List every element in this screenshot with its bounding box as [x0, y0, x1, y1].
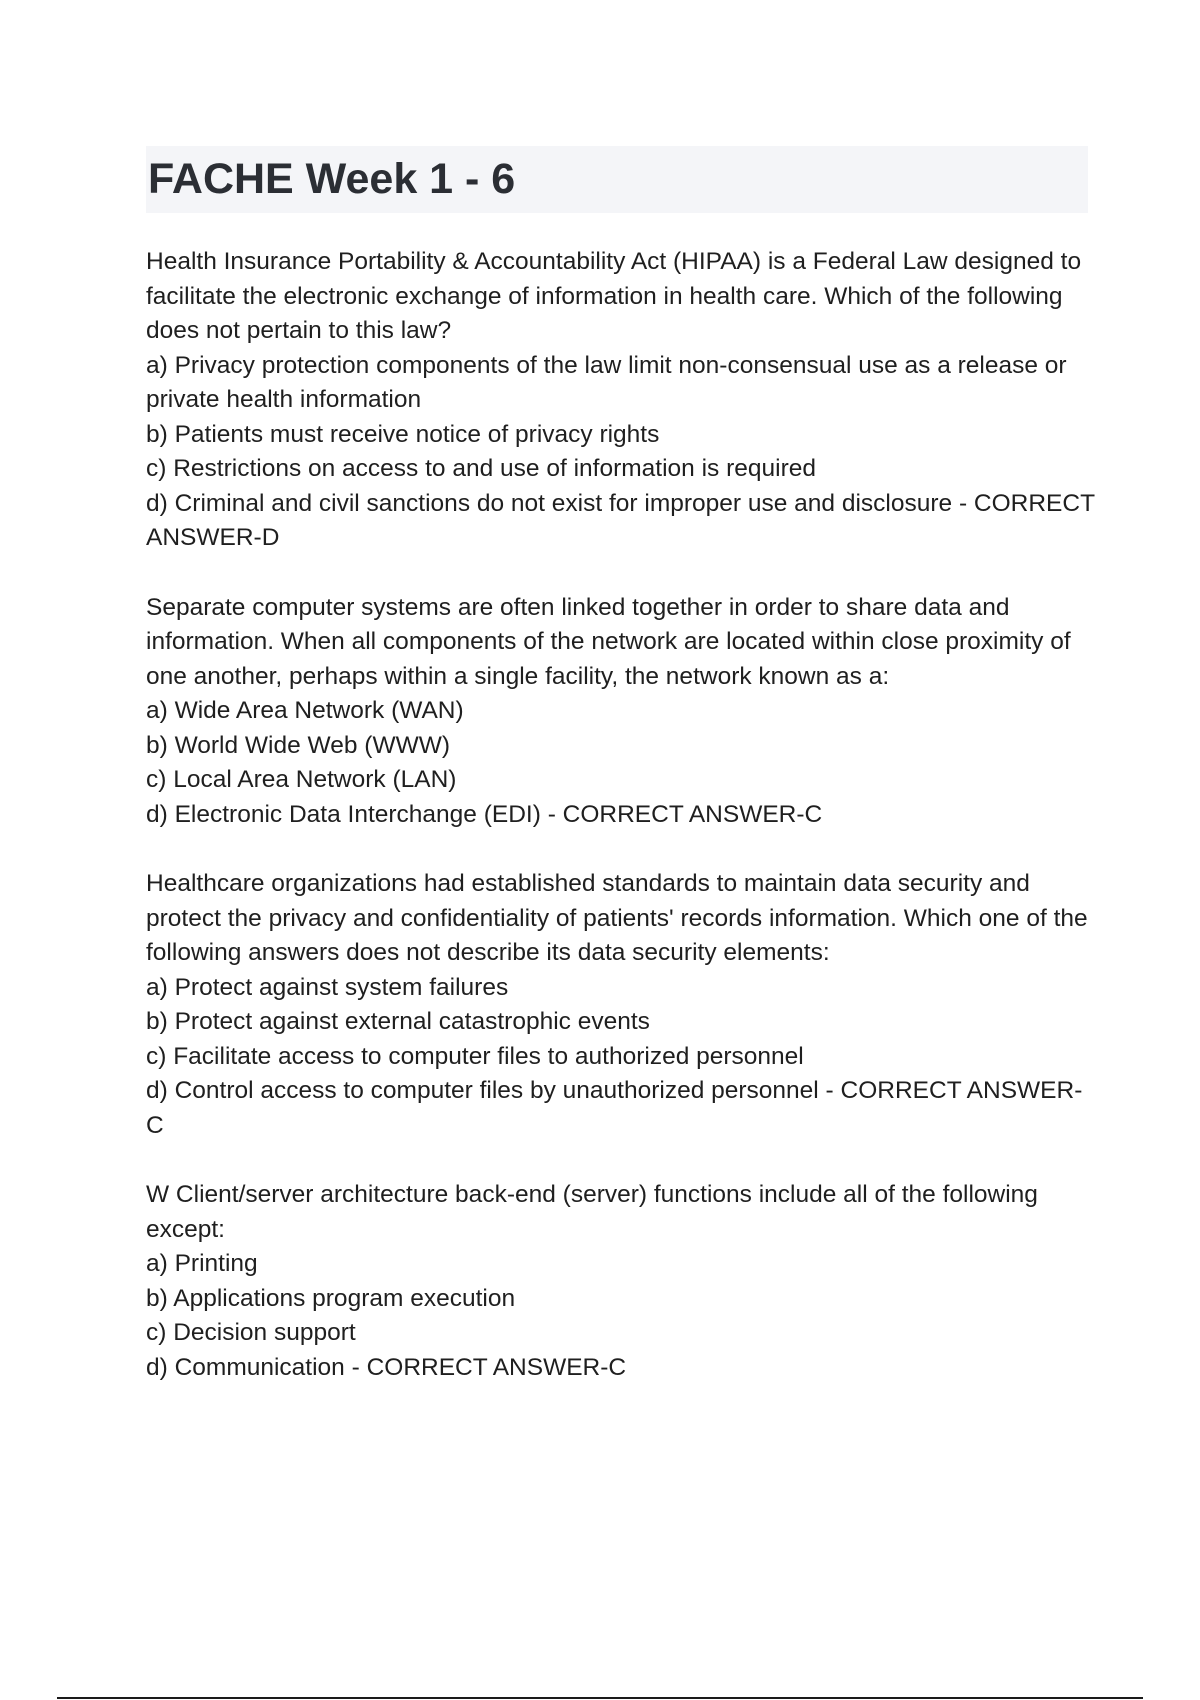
question-stem: W Client/server architecture back-end (server) functions include all of the following except:	[146, 1181, 1038, 1243]
answer-option-b: b) Patients must receive notice of privacy rights	[146, 420, 660, 448]
question-block-4	[146, 1178, 1096, 1385]
question-block-3	[146, 867, 1096, 1143]
answer-option-d: d) Criminal and civil sanctions do not exist for improper use and disclosure - CORRECT ANSWER-D	[146, 489, 1095, 551]
answer-option-b: b) World Wide Web (WWW)	[146, 731, 450, 759]
page-title: FACHE Week 1 - 6	[146, 146, 1088, 213]
answer-option-b: b) Protect against external catastrophic events	[146, 1008, 650, 1035]
answer-option-a: a) Wide Area Network (WAN)	[146, 697, 464, 724]
answer-option-c: c) Facilitate access to computer files to authorized personnel	[146, 1042, 804, 1070]
answer-option-c: c) Restrictions on access to and use of information is required	[146, 455, 816, 482]
question-stem: Health Insurance Portability & Accountability Act (HIPAA) is a Federal Law designed to facilitate the electronic exchange of information in health care. Which of the following does not pertain to this law?	[146, 248, 1082, 344]
question-block-2	[146, 591, 1096, 833]
answer-option-a: a) Printing	[146, 1250, 258, 1277]
answer-option-c: c) Local Area Network (LAN)	[146, 766, 457, 793]
answer-option-d: d) Communication - CORRECT ANSWER-C	[146, 1353, 627, 1381]
footer-divider	[57, 1697, 1143, 1699]
answer-option-d: d) Electronic Data Interchange (EDI) - CORRECT ANSWER-C	[146, 800, 823, 828]
answer-option-b: b) Applications program execution	[146, 1284, 516, 1312]
answer-option-c: c) Decision support	[146, 1319, 356, 1346]
question-stem: Separate computer systems are often linked together in order to share data and information. When all components of the network are located within close proximity of one another, perhaps within a single facility, the network known as a:	[146, 593, 1071, 690]
answer-option-a: a) Privacy protection components of the law limit non-consensual use as a release or private health information	[146, 351, 1067, 413]
question-block-1	[146, 245, 1096, 556]
question-stem: Healthcare organizations had established standards to maintain data security and protect the privacy and confidentiality of patients' records information. Which one of the following answers does not describe its data security elements:	[146, 870, 1088, 966]
answer-option-d: d) Control access to computer files by unauthorized personnel - CORRECT ANSWER-C	[146, 1077, 1083, 1139]
answer-option-a: a) Protect against system failures	[146, 973, 509, 1001]
document-body	[146, 245, 1096, 1420]
